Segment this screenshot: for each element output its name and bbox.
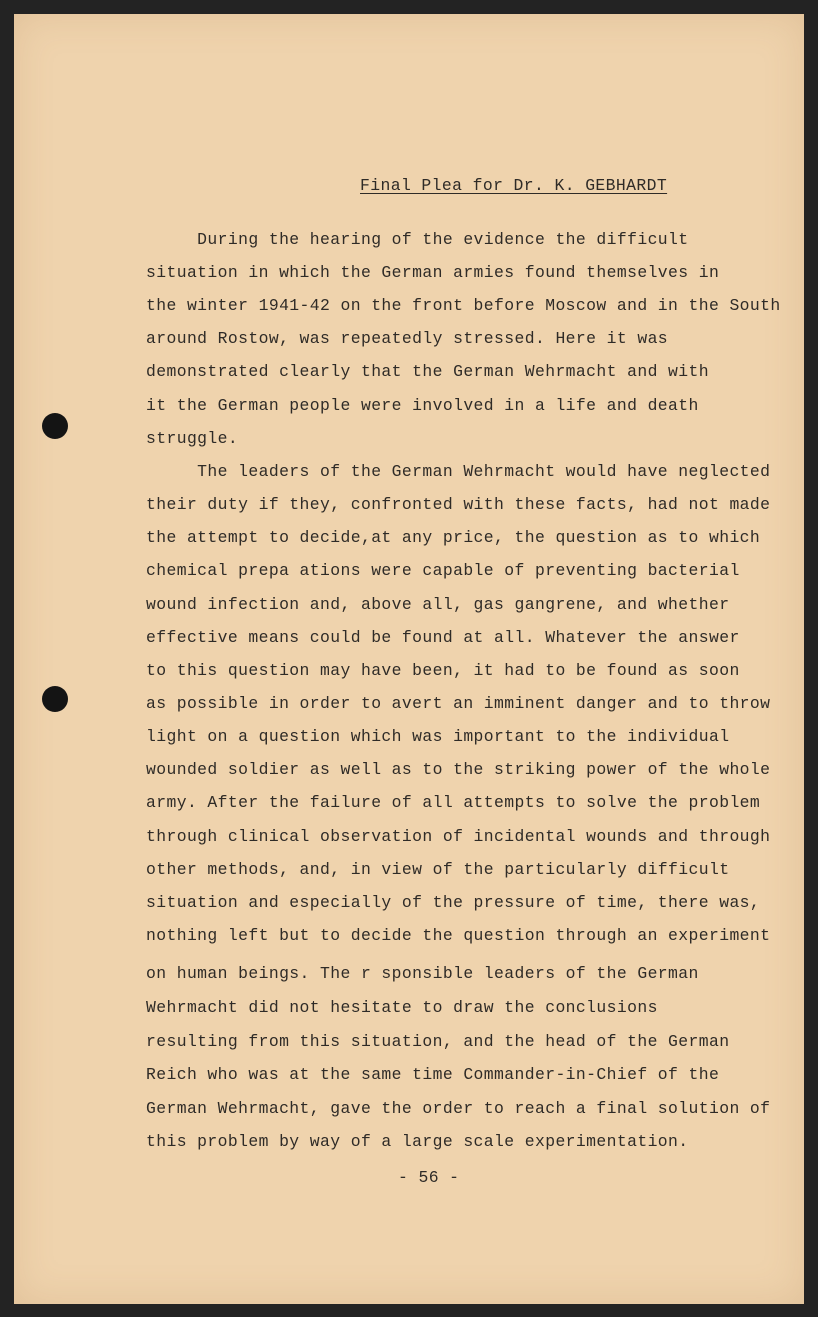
text-line: struggle.	[146, 429, 239, 448]
text-line: chemical prepa ations were capable of preventing bacterial	[146, 561, 740, 580]
text-line: effective means could be found at all. Whatever the answer	[146, 628, 740, 647]
text-line: it the German people were involved in a life and death	[146, 396, 699, 415]
text-line: The leaders of the German Wehrmacht would have neglected	[146, 462, 771, 481]
text-line: to this question may have been, it had to be found as soon	[146, 661, 740, 680]
text-line: the winter 1941-42 on the front before Moscow and in the South	[146, 296, 781, 315]
text-line: resulting from this situation, and the head of the German	[146, 1032, 730, 1051]
text-line: army. After the failure of all attempts to solve the problem	[146, 793, 761, 812]
page-number: - 56 -	[398, 1168, 460, 1187]
text-line: Reich who was at the same time Commander-in-Chief of the	[146, 1065, 720, 1084]
text-line: demonstrated clearly that the German Wehrmacht and with	[146, 362, 709, 381]
text-line: on human beings. The r sponsible leaders of the German	[146, 964, 699, 983]
text-line: through clinical observation of incidental wounds and through	[146, 827, 771, 846]
text-line: During the hearing of the evidence the difficult	[146, 230, 689, 249]
document-title: Final Plea for Dr. K. GEBHARDT	[360, 176, 668, 195]
text-line: the attempt to decide,at any price, the question as to which	[146, 528, 761, 547]
punch-hole	[42, 413, 68, 439]
text-line: Wehrmacht did not hesitate to draw the conclusions	[146, 998, 658, 1017]
text-line: wounded soldier as well as to the striking power of the whole	[146, 760, 771, 779]
text-line: nothing left but to decide the question through an experiment	[146, 926, 771, 945]
text-line: their duty if they, confronted with these facts, had not made	[146, 495, 771, 514]
punch-hole	[42, 686, 68, 712]
text-line: this problem by way of a large scale experimentation.	[146, 1132, 689, 1151]
text-line: light on a question which was important to the individual	[146, 727, 730, 746]
text-line: situation in which the German armies found themselves in	[146, 263, 720, 282]
text-line: wound infection and, above all, gas gangrene, and whether	[146, 595, 730, 614]
text-line: other methods, and, in view of the particularly difficult	[146, 860, 730, 879]
text-line: around Rostow, was repeatedly stressed. Here it was	[146, 329, 669, 348]
text-line: German Wehrmacht, gave the order to reach a final solution of	[146, 1099, 771, 1118]
text-line: as possible in order to avert an imminent danger and to throw	[146, 694, 771, 713]
text-line: situation and especially of the pressure of time, there was,	[146, 893, 761, 912]
document-page	[14, 14, 804, 1304]
